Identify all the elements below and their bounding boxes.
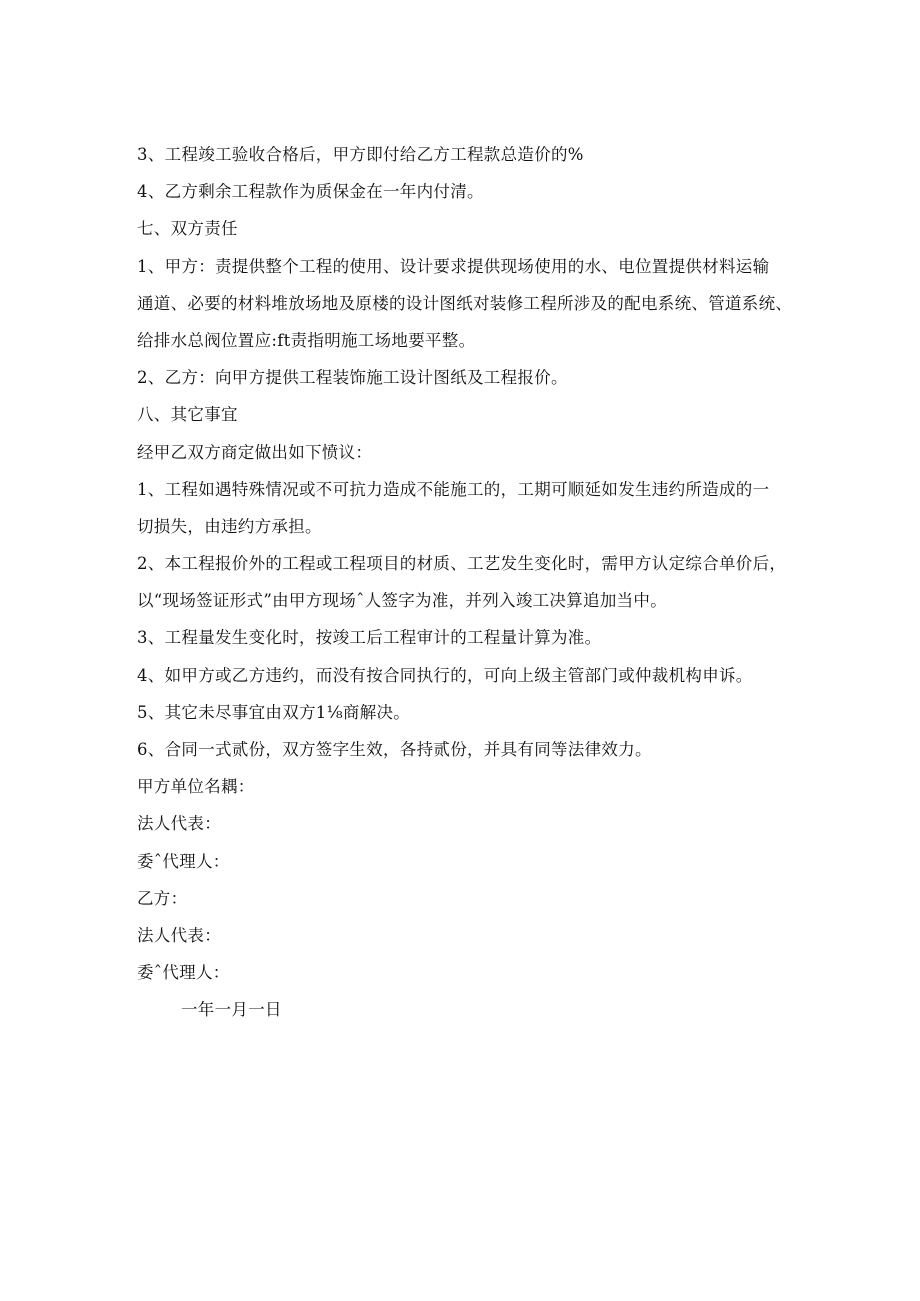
other-clause-6: 6、合同一式贰份，双方签字生效，各持贰份，并具有同等法律效力。 <box>137 740 652 759</box>
other-clause-2-cont: 以“现场签证形式”由甲方现场ˆ人签字为准，并列入竣工决算追加当中。 <box>137 591 668 611</box>
section-heading-responsibilities: 七、双方责任 <box>137 219 238 239</box>
responsibility-clause-1: 1、甲方：责提供整个工程的使用、设计要求提供现场使用的水、电位置提供材料运输 <box>137 256 770 276</box>
party-b-agent-label: 委ˆ代理人： <box>137 963 230 983</box>
payment-clause-3: 3、工程竣工验收合格后，甲方即付给乙方工程款总造价的% <box>137 145 584 164</box>
other-clause-2: 2、本工程报价外的工程或工程项目的材质、工艺发生变化时，需甲方认定综合单价后， <box>137 554 787 574</box>
party-b-legal-rep-label: 法人代表： <box>137 925 221 945</box>
other-clause-5: 5、其它未尽事宜由双方1⅛商解决。 <box>137 702 411 722</box>
document-body <box>137 136 797 1029</box>
other-clause-1-cont: 切损失，由违约方承担。 <box>137 516 322 536</box>
other-clause-3: 3、工程量发生变化时，按竣工后工程审计的工程量计算为准。 <box>137 628 602 648</box>
party-b-label: 乙方： <box>137 888 188 908</box>
section-heading-other-matters: 八、其它事宜 <box>137 405 238 425</box>
other-clause-4: 4、如甲方或乙方违约，而没有按合同执行的，可向上级主管部门或仲裁机构申诉。 <box>137 665 753 685</box>
party-a-legal-rep-label: 法人代表： <box>137 814 221 834</box>
responsibility-clause-1-cont: 通道、必要的材料堆放场地及原楼的设计图纸对装修工程所涉及的配电系统、管道系统、 <box>137 293 793 313</box>
signature-date: 一年一月一日 <box>181 1000 282 1020</box>
other-clause-1: 1、工程如遇特殊情况或不可抗力造成不能施工的，工期可顺延如发生违约所造成的一 <box>137 479 770 499</box>
party-a-agent-label: 委ˆ代理人： <box>137 851 230 871</box>
responsibility-clause-2: 2、乙方：向甲方提供工程装饰施工设计图纸及工程报价。 <box>137 368 568 388</box>
payment-clause-4: 4、乙方剩余工程款作为质保金在一年内付清。 <box>137 182 484 202</box>
responsibility-clause-1-cont: 给排水总阀位置应:ft责指明施工场地要平整。 <box>137 330 476 350</box>
agreement-intro: 经甲乙双方商定做出如下愤议： <box>137 442 373 462</box>
party-a-name-label: 甲方单位名耦： <box>137 777 255 797</box>
